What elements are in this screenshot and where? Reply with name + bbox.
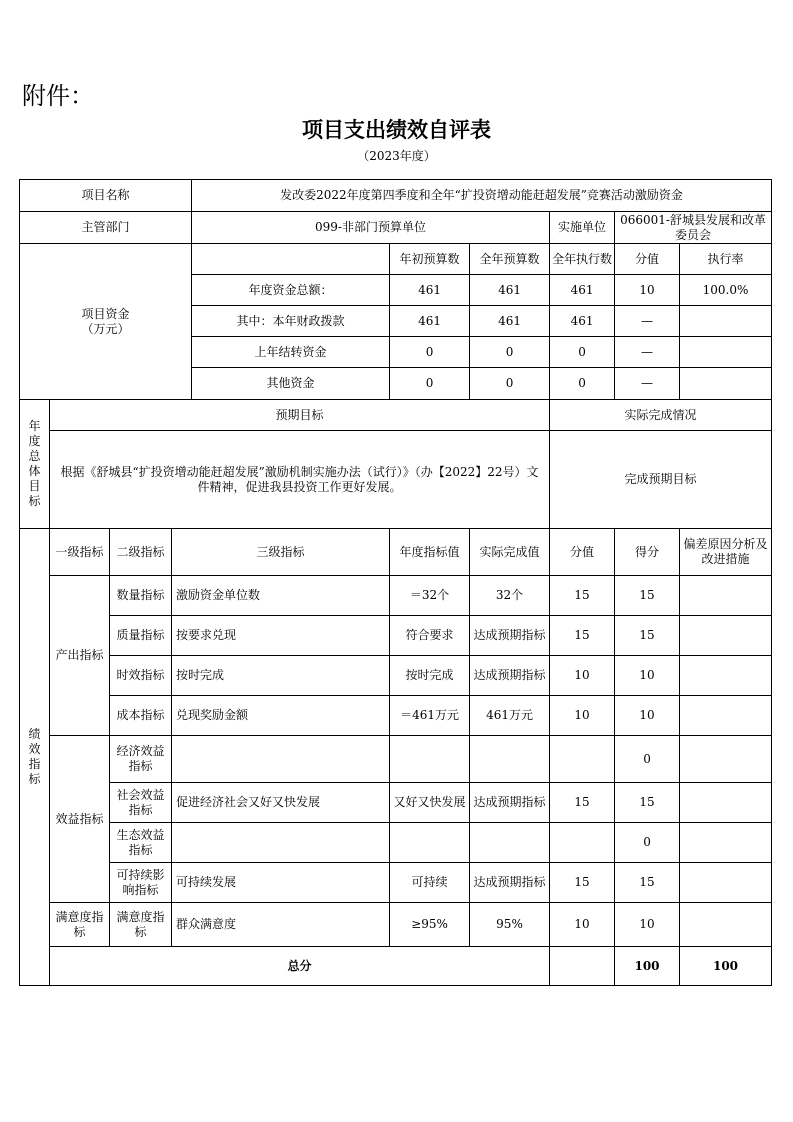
header-deviation: 偏差原因分析及改进措施 (680, 529, 772, 576)
actual-cell (470, 736, 550, 783)
deviation-cell (680, 823, 772, 863)
funds-row-rate: 100.0% (680, 275, 772, 306)
implementing-unit-value: 066001-舒城县发展和改革委员会 (615, 212, 772, 244)
score-value-cell: 10 (550, 903, 615, 947)
funds-row-rate (680, 306, 772, 337)
target-cell: 按时完成 (390, 656, 470, 696)
funds-row-score-value: — (615, 337, 680, 368)
project-funds-label-line1: 项目资金 (81, 306, 130, 321)
header-level1: 一级指标 (50, 529, 110, 576)
annual-goal-char: 度 (28, 434, 41, 448)
level3-cell: 群众满意度 (172, 903, 390, 947)
header-score: 得分 (615, 529, 680, 576)
score-value-cell (550, 823, 615, 863)
funds-row-label: 其他资金 (192, 368, 390, 400)
target-cell: 可持续 (390, 863, 470, 903)
total-score: 100 (680, 947, 772, 986)
actual-completion-text: 完成预期目标 (550, 431, 772, 529)
score-cell: 10 (615, 696, 680, 736)
expected-goal-header: 预期目标 (50, 400, 550, 431)
header-level2: 二级指标 (110, 529, 172, 576)
level2-cell: 成本指标 (110, 696, 172, 736)
implementing-unit-label: 实施单位 (550, 212, 615, 244)
indicator-label-char: 效 (28, 742, 41, 756)
funds-header-rate: 执行率 (680, 244, 772, 275)
score-cell: 15 (615, 616, 680, 656)
level2-cell: 生态效益指标 (110, 823, 172, 863)
level3-cell: 促进经济社会又好又快发展 (172, 783, 390, 823)
actual-completion-header: 实际完成情况 (550, 400, 772, 431)
score-cell: 15 (615, 863, 680, 903)
expected-goal-text: 根据《舒城县“扩投资增动能赶超发展”激励机制实施办法（试行）》（办【2022】22号）文件精神，促进我县投资工作更好发展。 (50, 431, 550, 529)
funds-row-executed: 461 (550, 275, 615, 306)
level3-cell: 兑现奖励金额 (172, 696, 390, 736)
project-name-value: 发改委2022年度第四季度和全年“扩投资增动能赶超发展”竞赛活动激励资金 (192, 180, 772, 212)
funds-row-score-value: — (615, 368, 680, 400)
level2-cell: 经济效益指标 (110, 736, 172, 783)
level3-cell: 按要求兑现 (172, 616, 390, 656)
score-cell: 10 (615, 656, 680, 696)
deviation-cell (680, 903, 772, 947)
score-value-cell: 10 (550, 656, 615, 696)
indicator-label-char: 绩 (28, 727, 41, 741)
funds-row-label: 上年结转资金 (192, 337, 390, 368)
total-actual (550, 947, 615, 986)
funds-row-annual: 461 (470, 275, 550, 306)
header-actual: 实际完成值 (470, 529, 550, 576)
benefit-indicator-label: 效益指标 (50, 736, 110, 903)
actual-cell: 32个 (470, 576, 550, 616)
target-cell (390, 736, 470, 783)
header-score-value: 分值 (550, 529, 615, 576)
deviation-cell (680, 576, 772, 616)
target-cell: 又好又快发展 (390, 783, 470, 823)
funds-row-annual: 0 (470, 337, 550, 368)
score-cell: 10 (615, 903, 680, 947)
level2-cell: 时效指标 (110, 656, 172, 696)
project-funds-label-line2: （万元） (81, 321, 130, 336)
funds-row-initial: 461 (390, 306, 470, 337)
actual-cell: 461万元 (470, 696, 550, 736)
annual-goal-char: 体 (28, 464, 41, 478)
score-value-cell (550, 736, 615, 783)
target-cell: ≥95% (390, 903, 470, 947)
level2-cell: 可持续影响指标 (110, 863, 172, 903)
actual-cell: 达成预期指标 (470, 863, 550, 903)
funds-row-label: 年度资金总额： (192, 275, 390, 306)
level2-cell: 数量指标 (110, 576, 172, 616)
level3-cell: 按时完成 (172, 656, 390, 696)
target-cell (390, 823, 470, 863)
score-cell: 0 (615, 736, 680, 783)
funds-header-executed: 全年执行数 (550, 244, 615, 275)
project-name-label: 项目名称 (20, 180, 192, 212)
funds-header-score-value: 分值 (615, 244, 680, 275)
level3-cell (172, 736, 390, 783)
funds-row-initial: 0 (390, 337, 470, 368)
funds-row-rate (680, 368, 772, 400)
level2-cell: 满意度指标 (110, 903, 172, 947)
funds-header-annual: 全年预算数 (470, 244, 550, 275)
score-value-cell: 10 (550, 696, 615, 736)
report-year: （2023年度） (357, 149, 436, 163)
score-value-cell: 15 (550, 863, 615, 903)
header-target: 年度指标值 (390, 529, 470, 576)
indicator-label-char: 指 (28, 757, 41, 771)
score-cell: 15 (615, 576, 680, 616)
department-value: 099-非部门预算单位 (192, 212, 550, 244)
funds-row-executed: 0 (550, 337, 615, 368)
score-value-cell: 15 (550, 576, 615, 616)
level2-cell: 质量指标 (110, 616, 172, 656)
level2-cell: 社会效益指标 (110, 783, 172, 823)
indicator-label-char: 标 (28, 772, 41, 786)
funds-row-executed: 461 (550, 306, 615, 337)
deviation-cell (680, 863, 772, 903)
score-cell: 0 (615, 823, 680, 863)
actual-cell: 达成预期指标 (470, 783, 550, 823)
deviation-cell (680, 783, 772, 823)
annual-goal-label (20, 400, 50, 529)
target-cell: ＝461万元 (390, 696, 470, 736)
deviation-cell (680, 696, 772, 736)
annual-goal-char: 标 (28, 494, 41, 508)
score-cell: 15 (615, 783, 680, 823)
level3-cell: 可持续发展 (172, 863, 390, 903)
annual-goal-char: 年 (28, 419, 41, 433)
satisfaction-indicator-label: 满意度指标 (50, 903, 110, 947)
actual-cell (470, 823, 550, 863)
funds-row-annual: 0 (470, 368, 550, 400)
performance-indicator-label (20, 529, 50, 986)
funds-row-score-value: — (615, 306, 680, 337)
deviation-cell (680, 616, 772, 656)
total-score-value: 100 (615, 947, 680, 986)
target-cell: ＝32个 (390, 576, 470, 616)
level3-cell: 激励资金单位数 (172, 576, 390, 616)
actual-cell: 95% (470, 903, 550, 947)
attachment-label: 附件： (22, 82, 94, 110)
deviation-cell (680, 736, 772, 783)
funds-header-initial: 年初预算数 (390, 244, 470, 275)
actual-cell: 达成预期指标 (470, 656, 550, 696)
project-funds-label (20, 244, 192, 400)
annual-goal-char: 总 (28, 449, 41, 463)
self-evaluation-table (19, 179, 772, 986)
funds-row-initial: 0 (390, 368, 470, 400)
funds-row-score-value: 10 (615, 275, 680, 306)
target-cell: 符合要求 (390, 616, 470, 656)
header-level3: 三级指标 (172, 529, 390, 576)
funds-row-executed: 0 (550, 368, 615, 400)
level3-cell (172, 823, 390, 863)
score-value-cell: 15 (550, 616, 615, 656)
actual-cell: 达成预期指标 (470, 616, 550, 656)
department-label: 主管部门 (20, 212, 192, 244)
funds-row-annual: 461 (470, 306, 550, 337)
score-value-cell: 15 (550, 783, 615, 823)
funds-header-blank (192, 244, 390, 275)
total-label: 总分 (50, 947, 550, 986)
funds-row-rate (680, 337, 772, 368)
output-indicator-label: 产出指标 (50, 576, 110, 736)
funds-row-label: 其中：本年财政拨款 (192, 306, 390, 337)
page-title: 项目支出绩效自评表 (302, 117, 491, 142)
funds-row-initial: 461 (390, 275, 470, 306)
annual-goal-char: 目 (28, 479, 41, 493)
deviation-cell (680, 656, 772, 696)
